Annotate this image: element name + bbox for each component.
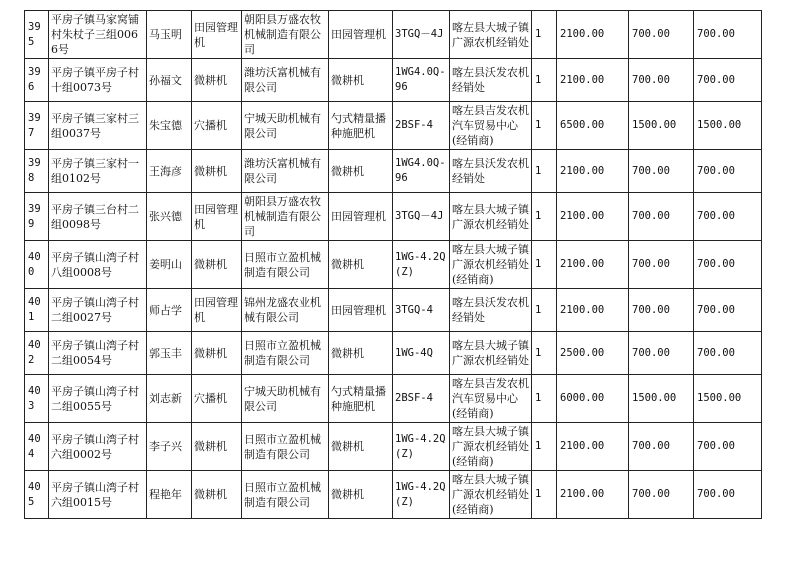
total-subsidy-cell: 700.00 (694, 471, 762, 519)
central-subsidy-cell: 1500.00 (629, 102, 694, 150)
address-cell: 平房子镇山湾子村六组0015号 (49, 471, 147, 519)
address-cell: 平房子镇平房子村十组0073号 (49, 59, 147, 102)
total-subsidy-cell: 1500.00 (694, 102, 762, 150)
central-subsidy-cell: 700.00 (629, 423, 694, 471)
owner-name-cell: 王海彦 (147, 150, 192, 193)
owner-name-cell: 马玉明 (147, 11, 192, 59)
model-cell: 1WG-4.2Q(Z) (393, 241, 450, 289)
dealer-cell: 喀左县沃发农机经销处 (450, 59, 532, 102)
quantity-cell: 1 (532, 375, 557, 423)
model-cell: 1WG-4Q (393, 332, 450, 375)
central-subsidy-cell: 1500.00 (629, 375, 694, 423)
manufacturer-cell: 朝阳县万盛农牧机械制造有限公司 (242, 193, 329, 241)
row-number: 399 (25, 193, 49, 241)
dealer-cell: 喀左县大城子镇广源农机经销处(经销商) (450, 241, 532, 289)
central-subsidy-cell: 700.00 (629, 471, 694, 519)
address-cell: 平房子镇山湾子村二组0054号 (49, 332, 147, 375)
row-number: 401 (25, 289, 49, 332)
model-cell: 3TGQ－4J (393, 11, 450, 59)
central-subsidy-cell: 700.00 (629, 11, 694, 59)
product-name-cell: 微耕机 (329, 471, 393, 519)
quantity-cell: 1 (532, 332, 557, 375)
price-cell: 6000.00 (557, 375, 629, 423)
total-subsidy-cell: 1500.00 (694, 375, 762, 423)
quantity-cell: 1 (532, 150, 557, 193)
central-subsidy-cell: 700.00 (629, 289, 694, 332)
row-number: 402 (25, 332, 49, 375)
manufacturer-cell: 潍坊沃富机械有限公司 (242, 59, 329, 102)
owner-name-cell: 姜明山 (147, 241, 192, 289)
owner-name-cell: 李子兴 (147, 423, 192, 471)
price-cell: 2100.00 (557, 193, 629, 241)
total-subsidy-cell: 700.00 (694, 423, 762, 471)
owner-name-cell: 朱宝德 (147, 102, 192, 150)
table-row (25, 150, 762, 193)
product-name-cell: 微耕机 (329, 332, 393, 375)
row-number: 398 (25, 150, 49, 193)
price-cell: 6500.00 (557, 102, 629, 150)
owner-name-cell: 程艳年 (147, 471, 192, 519)
quantity-cell: 1 (532, 241, 557, 289)
price-cell: 2100.00 (557, 59, 629, 102)
address-cell: 平房子镇山湾子村二组0027号 (49, 289, 147, 332)
central-subsidy-cell: 700.00 (629, 150, 694, 193)
subsidy-table (24, 10, 762, 519)
address-cell: 平房子镇山湾子村八组0008号 (49, 241, 147, 289)
price-cell: 2100.00 (557, 471, 629, 519)
product-name-cell: 微耕机 (329, 150, 393, 193)
owner-name-cell: 郭玉丰 (147, 332, 192, 375)
quantity-cell: 1 (532, 193, 557, 241)
dealer-cell: 喀左县大城子镇广源农机经销处 (450, 332, 532, 375)
model-cell: 1WG-4.2Q(Z) (393, 471, 450, 519)
manufacturer-cell: 日照市立盈机械制造有限公司 (242, 423, 329, 471)
quantity-cell: 1 (532, 59, 557, 102)
table-row (25, 289, 762, 332)
product-name-cell: 勺式精量播种施肥机 (329, 375, 393, 423)
table-row (25, 11, 762, 59)
central-subsidy-cell: 700.00 (629, 193, 694, 241)
manufacturer-cell: 日照市立盈机械制造有限公司 (242, 241, 329, 289)
address-cell: 平房子镇三台村二组0098号 (49, 193, 147, 241)
machine-type-cell: 微耕机 (192, 471, 242, 519)
product-name-cell: 田园管理机 (329, 289, 393, 332)
machine-type-cell: 微耕机 (192, 332, 242, 375)
table-row (25, 423, 762, 471)
model-cell: 1WG4.0Q-96 (393, 150, 450, 193)
table-row (25, 471, 762, 519)
model-cell: 2BSF-4 (393, 102, 450, 150)
model-cell: 3TGQ-4 (393, 289, 450, 332)
row-number: 404 (25, 423, 49, 471)
dealer-cell: 喀左县大城子镇广源农机经销处(经销商) (450, 423, 532, 471)
total-subsidy-cell: 700.00 (694, 150, 762, 193)
product-name-cell: 微耕机 (329, 241, 393, 289)
table-row (25, 375, 762, 423)
table-row (25, 332, 762, 375)
quantity-cell: 1 (532, 423, 557, 471)
row-number: 400 (25, 241, 49, 289)
total-subsidy-cell: 700.00 (694, 332, 762, 375)
machine-type-cell: 微耕机 (192, 59, 242, 102)
manufacturer-cell: 潍坊沃富机械有限公司 (242, 150, 329, 193)
manufacturer-cell: 朝阳县万盛农牧机械制造有限公司 (242, 11, 329, 59)
address-cell: 平房子镇三家村三组0037号 (49, 102, 147, 150)
model-cell: 1WG4.0Q-96 (393, 59, 450, 102)
manufacturer-cell: 日照市立盈机械制造有限公司 (242, 332, 329, 375)
owner-name-cell: 张兴德 (147, 193, 192, 241)
machine-type-cell: 微耕机 (192, 241, 242, 289)
quantity-cell: 1 (532, 102, 557, 150)
central-subsidy-cell: 700.00 (629, 59, 694, 102)
price-cell: 2100.00 (557, 11, 629, 59)
owner-name-cell: 师占学 (147, 289, 192, 332)
dealer-cell: 喀左县沃发农机经销处 (450, 289, 532, 332)
total-subsidy-cell: 700.00 (694, 59, 762, 102)
row-number: 405 (25, 471, 49, 519)
row-number: 403 (25, 375, 49, 423)
model-cell: 3TGQ－4J (393, 193, 450, 241)
model-cell: 1WG-4.2Q(Z) (393, 423, 450, 471)
machine-type-cell: 田园管理机 (192, 11, 242, 59)
total-subsidy-cell: 700.00 (694, 289, 762, 332)
owner-name-cell: 刘志新 (147, 375, 192, 423)
product-name-cell: 微耕机 (329, 59, 393, 102)
dealer-cell: 喀左县大城子镇广源农机经销处 (450, 193, 532, 241)
product-name-cell: 田园管理机 (329, 11, 393, 59)
quantity-cell: 1 (532, 471, 557, 519)
product-name-cell: 勺式精量播种施肥机 (329, 102, 393, 150)
dealer-cell: 喀左县沃发农机经销处 (450, 150, 532, 193)
price-cell: 2500.00 (557, 332, 629, 375)
machine-type-cell: 田园管理机 (192, 193, 242, 241)
central-subsidy-cell: 700.00 (629, 332, 694, 375)
manufacturer-cell: 锦州龙盛农业机械有限公司 (242, 289, 329, 332)
total-subsidy-cell: 700.00 (694, 193, 762, 241)
address-cell: 平房子镇山湾子村二组0055号 (49, 375, 147, 423)
manufacturer-cell: 宁城天助机械有限公司 (242, 375, 329, 423)
product-name-cell: 田园管理机 (329, 193, 393, 241)
price-cell: 2100.00 (557, 241, 629, 289)
address-cell: 平房子镇三家村一组0102号 (49, 150, 147, 193)
product-name-cell: 微耕机 (329, 423, 393, 471)
address-cell: 平房子镇马家窝铺村朱杖子三组0066号 (49, 11, 147, 59)
price-cell: 2100.00 (557, 423, 629, 471)
dealer-cell: 喀左县大城子镇广源农机经销处(经销商) (450, 471, 532, 519)
machine-type-cell: 微耕机 (192, 150, 242, 193)
address-cell: 平房子镇山湾子村六组0002号 (49, 423, 147, 471)
table-row (25, 241, 762, 289)
total-subsidy-cell: 700.00 (694, 11, 762, 59)
total-subsidy-cell: 700.00 (694, 241, 762, 289)
row-number: 395 (25, 11, 49, 59)
dealer-cell: 喀左县吉发农机汽车贸易中心(经销商) (450, 102, 532, 150)
manufacturer-cell: 宁城天助机械有限公司 (242, 102, 329, 150)
owner-name-cell: 孙福文 (147, 59, 192, 102)
machine-type-cell: 田园管理机 (192, 289, 242, 332)
table-row (25, 102, 762, 150)
dealer-cell: 喀左县吉发农机汽车贸易中心(经销商) (450, 375, 532, 423)
quantity-cell: 1 (532, 289, 557, 332)
table-row (25, 193, 762, 241)
machine-type-cell: 微耕机 (192, 423, 242, 471)
dealer-cell: 喀左县大城子镇广源农机经销处 (450, 11, 532, 59)
row-number: 396 (25, 59, 49, 102)
manufacturer-cell: 日照市立盈机械制造有限公司 (242, 471, 329, 519)
row-number: 397 (25, 102, 49, 150)
table-row (25, 59, 762, 102)
quantity-cell: 1 (532, 11, 557, 59)
machine-type-cell: 穴播机 (192, 102, 242, 150)
machine-type-cell: 穴播机 (192, 375, 242, 423)
price-cell: 2100.00 (557, 150, 629, 193)
price-cell: 2100.00 (557, 289, 629, 332)
model-cell: 2BSF-4 (393, 375, 450, 423)
central-subsidy-cell: 700.00 (629, 241, 694, 289)
